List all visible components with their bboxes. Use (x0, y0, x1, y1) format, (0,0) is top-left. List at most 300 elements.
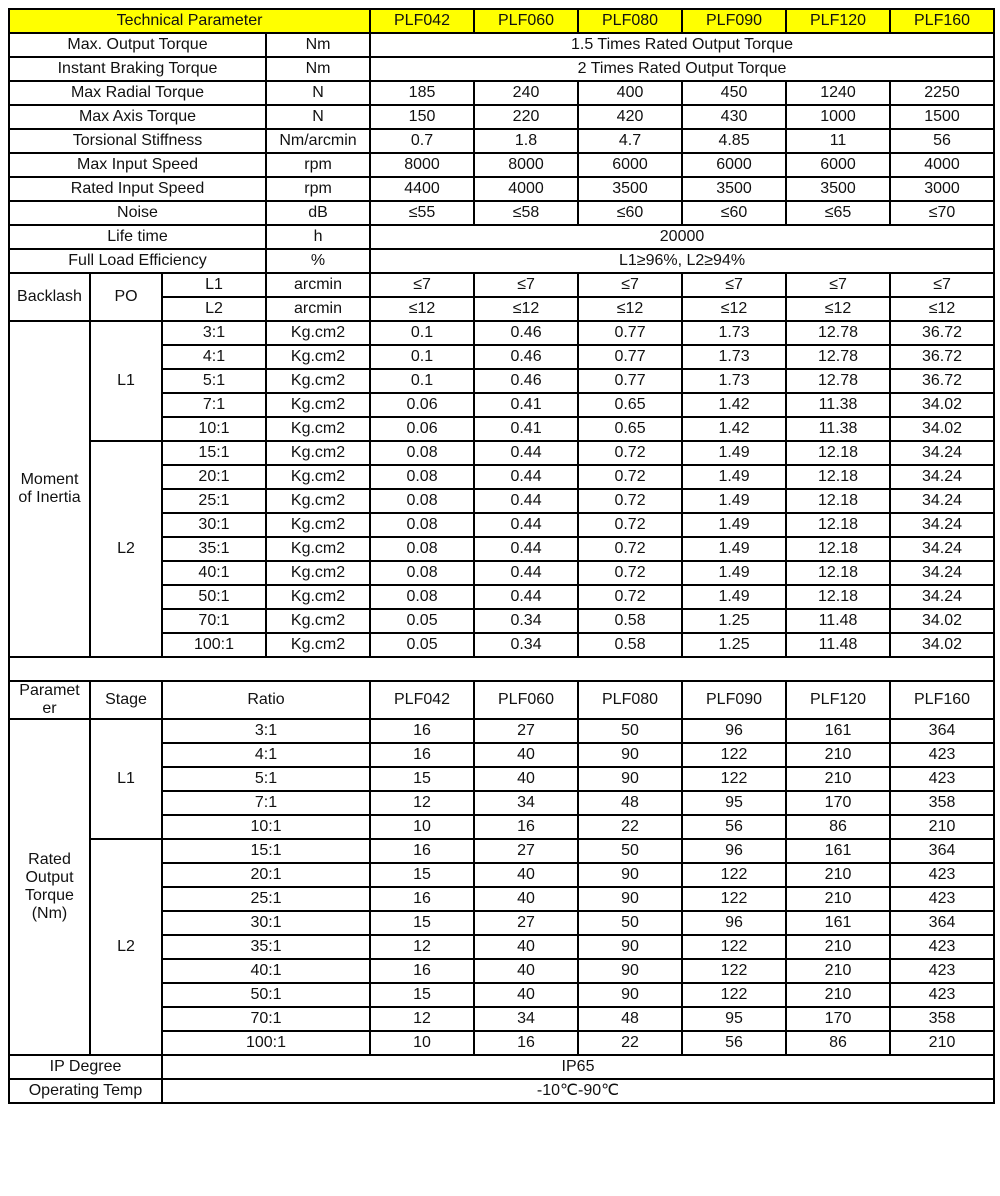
value-cell: 34 (474, 1007, 578, 1031)
value-cell: ≤12 (786, 297, 890, 321)
ratio-label: 15:1 (162, 839, 370, 863)
inertia-group-label-line: Moment (20, 471, 79, 488)
value-cell: 1.49 (682, 465, 786, 489)
value-cell: 423 (890, 983, 994, 1007)
model-header-plf160: PLF160 (890, 9, 994, 33)
value-cell: 34.24 (890, 465, 994, 489)
value-cell: 11.38 (786, 393, 890, 417)
unit-label: Kg.cm2 (266, 369, 370, 393)
value-cell: 0.44 (474, 585, 578, 609)
value-cell: 364 (890, 839, 994, 863)
value-cell: 0.08 (370, 513, 474, 537)
param-label: Max Axis Torque (9, 105, 266, 129)
unit-label: Kg.cm2 (266, 345, 370, 369)
value-cell: 1.49 (682, 489, 786, 513)
value-cell: 430 (682, 105, 786, 129)
value-cell: 56 (682, 1031, 786, 1055)
value-cell: 12 (370, 935, 474, 959)
ratio-label: 40:1 (162, 561, 266, 585)
stage-header: Stage (90, 681, 162, 719)
value-cell: 16 (474, 1031, 578, 1055)
model-header-plf090: PLF090 (682, 9, 786, 33)
value-cell: 12.18 (786, 465, 890, 489)
value-cell: 40 (474, 743, 578, 767)
value-cell: ≤65 (786, 201, 890, 225)
model-header: PLF120 (786, 681, 890, 719)
ratio-label: 5:1 (162, 767, 370, 791)
value-cell: 11.48 (786, 609, 890, 633)
value-cell: 3000 (890, 177, 994, 201)
value-cell: 0.72 (578, 513, 682, 537)
value-cell: 4.7 (578, 129, 682, 153)
torque-group-label-line: Output (25, 869, 74, 886)
value-cell: 90 (578, 743, 682, 767)
ratio-label: 3:1 (162, 719, 370, 743)
unit-label: Kg.cm2 (266, 465, 370, 489)
ratio-label: 100:1 (162, 633, 266, 657)
backlash-row (9, 273, 994, 297)
model-header: PLF160 (890, 681, 994, 719)
value-cell: 240 (474, 81, 578, 105)
value-cell: 450 (682, 81, 786, 105)
value-cell: 34.24 (890, 513, 994, 537)
param-label: Rated Input Speed (9, 177, 266, 201)
unit-label: % (266, 249, 370, 273)
value-cell: 420 (578, 105, 682, 129)
value-cell: 423 (890, 959, 994, 983)
value-cell: 1.49 (682, 585, 786, 609)
value-cell: 34.02 (890, 609, 994, 633)
torque-group-label-line: (Nm) (31, 905, 68, 922)
value-cell: 1000 (786, 105, 890, 129)
value-cell: 12.78 (786, 345, 890, 369)
value-cell: ≤12 (474, 297, 578, 321)
value-cell: 423 (890, 743, 994, 767)
ratio-label: 35:1 (162, 935, 370, 959)
value-cell: 50 (578, 911, 682, 935)
value-cell: 423 (890, 767, 994, 791)
value-cell: 122 (682, 935, 786, 959)
value-cell: ≤12 (578, 297, 682, 321)
inertia-row (9, 321, 994, 345)
header-title: Technical Parameter (9, 9, 370, 33)
unit-label: Kg.cm2 (266, 417, 370, 441)
value-cell: 0.41 (474, 393, 578, 417)
value-cell: 34.02 (890, 633, 994, 657)
value-cell: 170 (786, 1007, 890, 1031)
ratio-label: 100:1 (162, 1031, 370, 1055)
param-label: Operating Temp (9, 1079, 162, 1103)
value-cell: 0.44 (474, 513, 578, 537)
torque-group-label (9, 719, 90, 1055)
span-value: 20000 (370, 225, 994, 249)
param-label: Max Input Speed (9, 153, 266, 177)
value-cell: 11.38 (786, 417, 890, 441)
value-cell: 0.41 (474, 417, 578, 441)
value-cell: 0.44 (474, 561, 578, 585)
span-value: IP65 (162, 1055, 994, 1079)
stage-label: L2 (90, 839, 162, 1055)
value-cell: 4000 (890, 153, 994, 177)
stage-label: L2 (90, 441, 162, 657)
value-cell: 4000 (474, 177, 578, 201)
ratio-label: 30:1 (162, 911, 370, 935)
value-cell: 48 (578, 791, 682, 815)
param-label: Max Radial Torque (9, 81, 266, 105)
general-row (9, 153, 994, 177)
ratio-label: 30:1 (162, 513, 266, 537)
value-cell: 423 (890, 935, 994, 959)
value-cell: 1.49 (682, 513, 786, 537)
ratio-label: 10:1 (162, 815, 370, 839)
value-cell: 40 (474, 887, 578, 911)
param-label: Torsional Stiffness (9, 129, 266, 153)
value-cell: 12.18 (786, 513, 890, 537)
parameter-header-line: er (42, 700, 57, 717)
unit-label: Kg.cm2 (266, 489, 370, 513)
value-cell: 1500 (890, 105, 994, 129)
ratio-label: 70:1 (162, 1007, 370, 1031)
value-cell: 12.18 (786, 585, 890, 609)
value-cell: ≤55 (370, 201, 474, 225)
value-cell: ≤7 (474, 273, 578, 297)
header-row (9, 9, 994, 33)
value-cell: ≤7 (786, 273, 890, 297)
param-label: Instant Braking Torque (9, 57, 266, 81)
value-cell: 161 (786, 719, 890, 743)
value-cell: 27 (474, 719, 578, 743)
value-cell: 96 (682, 911, 786, 935)
ratio-label: 4:1 (162, 743, 370, 767)
footer-row (9, 1079, 994, 1103)
value-cell: 16 (370, 719, 474, 743)
value-cell: 0.44 (474, 537, 578, 561)
value-cell: 0.77 (578, 369, 682, 393)
ratio-label: 50:1 (162, 983, 370, 1007)
value-cell: 0.34 (474, 633, 578, 657)
value-cell: 6000 (682, 153, 786, 177)
unit-label: rpm (266, 153, 370, 177)
value-cell: 34.24 (890, 537, 994, 561)
value-cell: 34 (474, 791, 578, 815)
spacer-cell (9, 657, 994, 681)
value-cell: 22 (578, 1031, 682, 1055)
technical-parameter-table (8, 8, 995, 1104)
unit-label: Kg.cm2 (266, 585, 370, 609)
value-cell: 15 (370, 911, 474, 935)
unit-label: arcmin (266, 297, 370, 321)
span-value: L1≥96%, L2≥94% (370, 249, 994, 273)
value-cell: 15 (370, 863, 474, 887)
unit-label: Kg.cm2 (266, 609, 370, 633)
unit-label: Kg.cm2 (266, 321, 370, 345)
stage-label: L1 (90, 719, 162, 839)
value-cell: 16 (370, 839, 474, 863)
value-cell: 3500 (682, 177, 786, 201)
general-row (9, 57, 994, 81)
value-cell: 16 (370, 743, 474, 767)
value-cell: 0.72 (578, 585, 682, 609)
ratio-label: 70:1 (162, 609, 266, 633)
ratio-label: 7:1 (162, 791, 370, 815)
model-header: PLF090 (682, 681, 786, 719)
value-cell: 40 (474, 863, 578, 887)
value-cell: 0.05 (370, 633, 474, 657)
value-cell: 0.72 (578, 441, 682, 465)
model-header-plf042: PLF042 (370, 9, 474, 33)
spacer-row (9, 657, 994, 681)
value-cell: 27 (474, 839, 578, 863)
value-cell: 95 (682, 1007, 786, 1031)
value-cell: 90 (578, 863, 682, 887)
value-cell: 90 (578, 983, 682, 1007)
param-label: Noise (9, 201, 266, 225)
value-cell: 161 (786, 839, 890, 863)
span-value: 2 Times Rated Output Torque (370, 57, 994, 81)
unit-label: arcmin (266, 273, 370, 297)
value-cell: 40 (474, 935, 578, 959)
unit-label: N (266, 105, 370, 129)
value-cell: 1.49 (682, 561, 786, 585)
value-cell: 34.24 (890, 561, 994, 585)
value-cell: 96 (682, 719, 786, 743)
value-cell: 12.18 (786, 489, 890, 513)
value-cell: 0.7 (370, 129, 474, 153)
ratio-label: 25:1 (162, 887, 370, 911)
unit-label: Kg.cm2 (266, 537, 370, 561)
value-cell: 34.24 (890, 489, 994, 513)
unit-label: Nm/arcmin (266, 129, 370, 153)
value-cell: 12.18 (786, 561, 890, 585)
value-cell: 185 (370, 81, 474, 105)
value-cell: 15 (370, 767, 474, 791)
value-cell: 16 (474, 815, 578, 839)
param-label: IP Degree (9, 1055, 162, 1079)
stage-label: L1 (162, 273, 266, 297)
value-cell: 1.49 (682, 441, 786, 465)
general-row (9, 33, 994, 57)
value-cell: 11.48 (786, 633, 890, 657)
general-row (9, 177, 994, 201)
value-cell: 8000 (370, 153, 474, 177)
value-cell: 0.1 (370, 345, 474, 369)
value-cell: 12.18 (786, 537, 890, 561)
value-cell: 122 (682, 767, 786, 791)
value-cell: 122 (682, 863, 786, 887)
value-cell: 0.65 (578, 417, 682, 441)
value-cell: 1.49 (682, 537, 786, 561)
span-value: -10℃-90℃ (162, 1079, 994, 1103)
general-row (9, 105, 994, 129)
torque-header-row (9, 681, 994, 719)
value-cell: 6000 (786, 153, 890, 177)
general-row (9, 225, 994, 249)
footer-row (9, 1055, 994, 1079)
value-cell: 12.78 (786, 369, 890, 393)
value-cell: 34.02 (890, 417, 994, 441)
model-header-plf060: PLF060 (474, 9, 578, 33)
value-cell: 34.24 (890, 441, 994, 465)
value-cell: 0.1 (370, 321, 474, 345)
value-cell: 0.06 (370, 393, 474, 417)
ratio-label: 10:1 (162, 417, 266, 441)
param-label: Life time (9, 225, 266, 249)
backlash-sub-label: PO (90, 273, 162, 321)
value-cell: 10 (370, 1031, 474, 1055)
value-cell: 90 (578, 959, 682, 983)
value-cell: 36.72 (890, 321, 994, 345)
value-cell: 0.08 (370, 585, 474, 609)
model-header: PLF080 (578, 681, 682, 719)
value-cell: 0.72 (578, 465, 682, 489)
value-cell: 0.65 (578, 393, 682, 417)
value-cell: 122 (682, 983, 786, 1007)
value-cell: 210 (786, 935, 890, 959)
value-cell: 90 (578, 935, 682, 959)
value-cell: 0.46 (474, 321, 578, 345)
value-cell: 400 (578, 81, 682, 105)
value-cell: 210 (890, 1031, 994, 1055)
value-cell: 2250 (890, 81, 994, 105)
parameter-header (9, 681, 90, 719)
value-cell: 40 (474, 983, 578, 1007)
torque-row (9, 839, 994, 863)
value-cell: 210 (786, 959, 890, 983)
value-cell: ≤12 (370, 297, 474, 321)
table-body (9, 9, 994, 1103)
value-cell: 36.72 (890, 345, 994, 369)
param-label: Max. Output Torque (9, 33, 266, 57)
value-cell: ≤7 (890, 273, 994, 297)
value-cell: 56 (890, 129, 994, 153)
value-cell: 0.46 (474, 369, 578, 393)
value-cell: 1.25 (682, 609, 786, 633)
model-header: PLF060 (474, 681, 578, 719)
value-cell: 0.08 (370, 537, 474, 561)
value-cell: 12 (370, 791, 474, 815)
value-cell: ≤7 (370, 273, 474, 297)
value-cell: 86 (786, 1031, 890, 1055)
unit-label: Kg.cm2 (266, 393, 370, 417)
value-cell: 358 (890, 1007, 994, 1031)
torque-group-label-line: Rated (28, 851, 71, 868)
value-cell: ≤58 (474, 201, 578, 225)
value-cell: 16 (370, 959, 474, 983)
general-row (9, 249, 994, 273)
value-cell: ≤60 (578, 201, 682, 225)
unit-label: h (266, 225, 370, 249)
value-cell: 40 (474, 959, 578, 983)
span-value: 1.5 Times Rated Output Torque (370, 33, 994, 57)
model-header-plf080: PLF080 (578, 9, 682, 33)
value-cell: 15 (370, 983, 474, 1007)
value-cell: 40 (474, 767, 578, 791)
value-cell: ≤7 (578, 273, 682, 297)
unit-label: dB (266, 201, 370, 225)
value-cell: 3500 (786, 177, 890, 201)
ratio-label: 20:1 (162, 465, 266, 489)
unit-label: Nm (266, 33, 370, 57)
value-cell: 423 (890, 887, 994, 911)
value-cell: 0.1 (370, 369, 474, 393)
value-cell: 34.02 (890, 393, 994, 417)
general-row (9, 81, 994, 105)
inertia-group-label-line: of Inertia (18, 489, 81, 506)
ratio-label: 40:1 (162, 959, 370, 983)
value-cell: 1.42 (682, 393, 786, 417)
value-cell: 27 (474, 911, 578, 935)
value-cell: 0.72 (578, 489, 682, 513)
value-cell: 8000 (474, 153, 578, 177)
value-cell: 96 (682, 839, 786, 863)
value-cell: 86 (786, 815, 890, 839)
value-cell: 34.24 (890, 585, 994, 609)
value-cell: 11 (786, 129, 890, 153)
value-cell: 358 (890, 791, 994, 815)
value-cell: 3500 (578, 177, 682, 201)
value-cell: 364 (890, 719, 994, 743)
ratio-label: 15:1 (162, 441, 266, 465)
value-cell: 0.08 (370, 465, 474, 489)
value-cell: 95 (682, 791, 786, 815)
value-cell: 6000 (578, 153, 682, 177)
model-header-plf120: PLF120 (786, 9, 890, 33)
value-cell: 1.25 (682, 633, 786, 657)
general-row (9, 201, 994, 225)
value-cell: 0.34 (474, 609, 578, 633)
value-cell: 12.78 (786, 321, 890, 345)
unit-label: N (266, 81, 370, 105)
value-cell: 12.18 (786, 441, 890, 465)
value-cell: 0.08 (370, 489, 474, 513)
value-cell: 90 (578, 767, 682, 791)
value-cell: 170 (786, 791, 890, 815)
torque-row (9, 719, 994, 743)
inertia-row (9, 441, 994, 465)
param-label: Full Load Efficiency (9, 249, 266, 273)
value-cell: 423 (890, 863, 994, 887)
ratio-label: 25:1 (162, 489, 266, 513)
value-cell: ≤70 (890, 201, 994, 225)
value-cell: 210 (786, 767, 890, 791)
ratio-label: 50:1 (162, 585, 266, 609)
ratio-header: Ratio (162, 681, 370, 719)
value-cell: 1.42 (682, 417, 786, 441)
value-cell: 0.58 (578, 633, 682, 657)
value-cell: 0.08 (370, 561, 474, 585)
value-cell: 0.44 (474, 465, 578, 489)
value-cell: 0.58 (578, 609, 682, 633)
value-cell: 122 (682, 743, 786, 767)
unit-label: rpm (266, 177, 370, 201)
value-cell: 4400 (370, 177, 474, 201)
value-cell: 12 (370, 1007, 474, 1031)
value-cell: 48 (578, 1007, 682, 1031)
value-cell: 210 (786, 887, 890, 911)
value-cell: 1.8 (474, 129, 578, 153)
ratio-label: 20:1 (162, 863, 370, 887)
stage-label: L1 (90, 321, 162, 441)
general-row (9, 129, 994, 153)
backlash-label: Backlash (9, 273, 90, 321)
value-cell: 210 (890, 815, 994, 839)
unit-label: Kg.cm2 (266, 513, 370, 537)
value-cell: 0.46 (474, 345, 578, 369)
ratio-label: 3:1 (162, 321, 266, 345)
value-cell: 210 (786, 863, 890, 887)
value-cell: 36.72 (890, 369, 994, 393)
ratio-label: 5:1 (162, 369, 266, 393)
